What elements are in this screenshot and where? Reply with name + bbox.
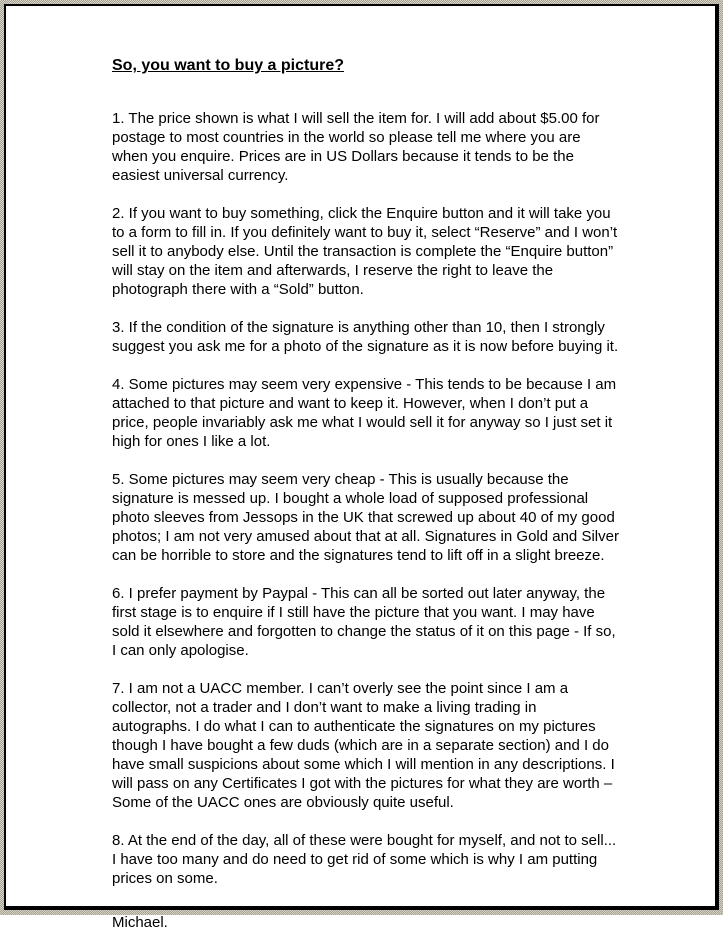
- paragraph-uacc: 7. I am not a UACC member. I can’t overly see the point since I am a collector, not a trader and I don’t want to make a living trading in autographs. I do what I can to authenticate the signatures on my pictures though I have bought a few duds (which are in a separate section) and I do have small suspicions about some which I will mention in any descriptions. I will pass on any Certificates I got with the pictures for what they are worth – Some of the UACC ones are obviously quite useful.: [112, 680, 615, 811]
- paragraph-price: 1. The price shown is what I will sell the item for. I will add about $5.00 for postage to most countries in the world so please tell me where you are when you enquire. Prices are in US Dollars because it tends to be the easiest universal currency.: [112, 110, 600, 184]
- paragraph-paypal: 6. I prefer payment by Paypal - This can all be sorted out later anyway, the first stage is to enquire if I still have the picture that you want. I may have sold it elsewhere and forgotten to change the status of it on this page - If so, I can only apologise.: [112, 585, 616, 659]
- document-content: [6, 6, 715, 932]
- paragraph-closing: 8. At the end of the day, all of these were bought for myself, and not to sell... I have too many and do need to get rid of some which is why I am putting prices on some.: [112, 832, 617, 887]
- paragraph-enquire: 2. If you want to buy something, click the Enquire button and it will take you to a form to fill in. If you definitely want to buy it, select “Reserve” and I won’t sell it to anybody else. Until the transaction is complete the “Enquire button” will stay on the item and afterwards, I reserve the right to leave the photograph there with a “Sold” button.: [112, 205, 618, 298]
- document-page: [4, 4, 719, 931]
- page-title: So, you want to buy a picture?: [112, 57, 345, 74]
- signature: Michael.: [112, 914, 168, 931]
- paragraph-cheap: 5. Some pictures may seem very cheap - This is usually because the signature is messed up. I bought a whole load of supposed professional photo sleeves from Jessops in the UK that screwed up about 40 of my good photos; I am not very amused about that at all. Signatures in Gold and Silver can be horrible to store and the signatures tend to lift off in a slight breeze.: [112, 471, 619, 564]
- paragraph-expensive: 4. Some pictures may seem very expensive - This tends to be because I am attached to that picture and want to keep it. However, when I don’t put a price, people invariably ask me what I would sell it for anyway so I just set it high for ones I like a lot.: [112, 376, 617, 450]
- paragraph-condition: 3. If the condition of the signature is anything other than 10, then I strongly suggest you ask me for a photo of the signature as it is now before buying it.: [112, 319, 619, 355]
